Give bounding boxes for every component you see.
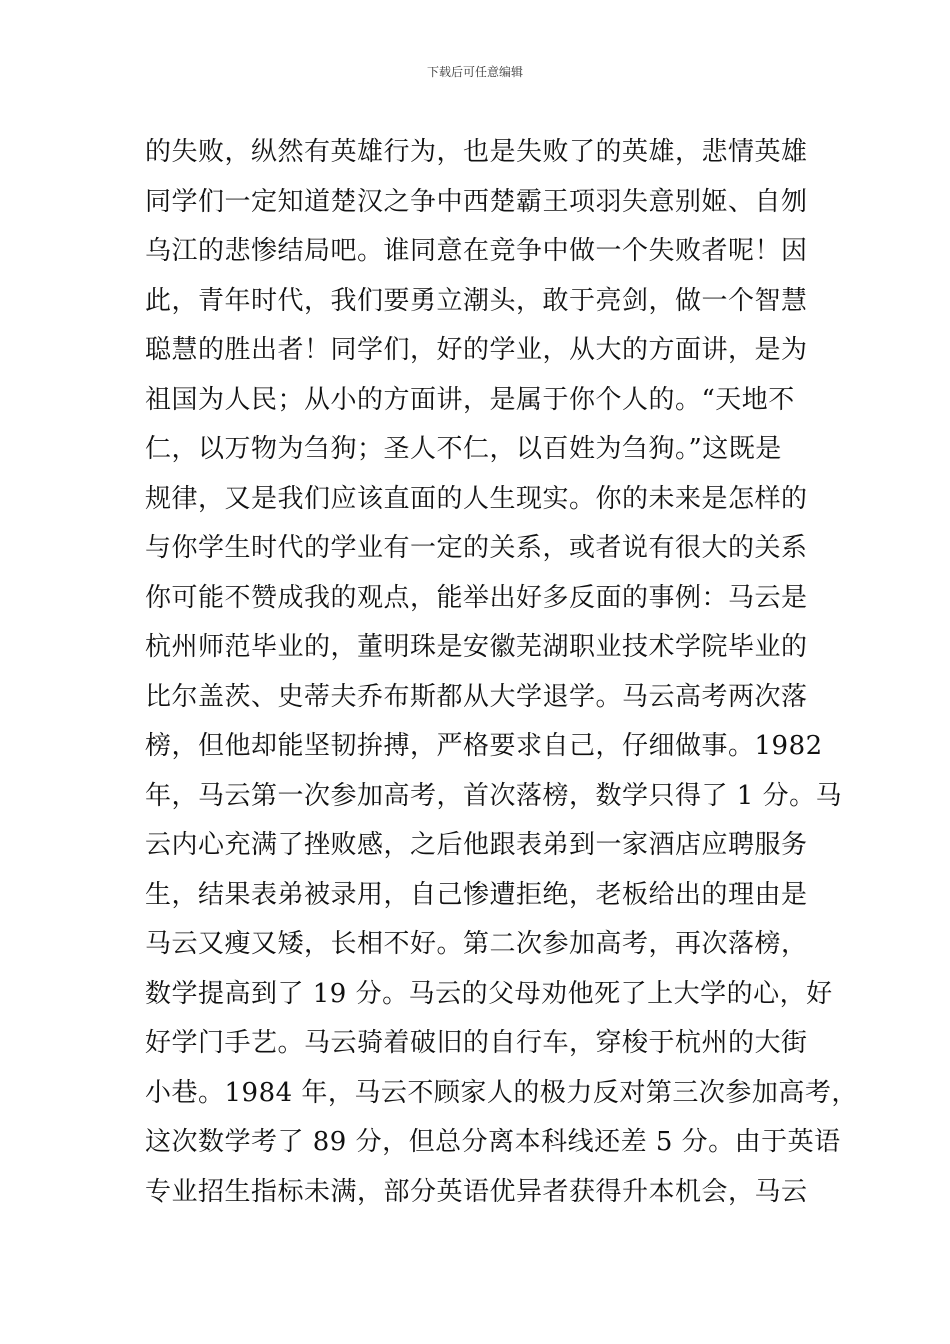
text-line: 仁，以万物为刍狗；圣人不仁，以百姓为刍狗。”这既是 xyxy=(145,434,782,464)
text-line: 榜，但他却能坚韧拚搏，严格要求自己，仔细做事。1982 xyxy=(145,731,823,761)
text-line: 与你学生时代的学业有一定的关系，或者说有很大的关系 xyxy=(145,533,808,563)
text-line: 祖国为人民；从小的方面讲，是属于你个人的。“天地不 xyxy=(145,384,795,415)
text-line: 比尔盖茨、史蒂夫乔布斯都从大学退学。马云高考两次落 xyxy=(145,681,808,712)
text-line: 聪慧的胜出者！同学们，好的学业，从大的方面讲，是为 xyxy=(145,335,808,365)
text-line: 云内心充满了挫败感，之后他跟表弟到一家酒店应聘服务 xyxy=(145,830,808,860)
text-line: 马云又瘦又矮，长相不好。第二次参加高考，再次落榜， xyxy=(145,929,808,959)
text-line: 乌江的悲惨结局吧。谁同意在竞争中做一个失败者呢！因 xyxy=(145,236,808,266)
text-line: 同学们一定知道楚汉之争中西楚霸王项羽失意别姬、自刎 xyxy=(145,186,808,217)
text-line: 好学门手艺。马云骑着破旧的自行车，穿梭于杭州的大街 xyxy=(145,1028,808,1058)
body-text xyxy=(145,128,858,1217)
text-line: 此，青年时代，我们要勇立潮头，敢于亮剑，做一个智慧 xyxy=(145,285,808,316)
text-line: 数学提高到了 19 分。马云的父母劝他死了上大学的心，好 xyxy=(145,978,833,1009)
text-line: 这次数学考了 89 分，但总分离本科线还差 5 分。由于英语 xyxy=(145,1127,841,1157)
text-line: 的失败，纵然有英雄行为，也是失败了的英雄，悲情英雄 xyxy=(145,137,808,167)
text-line: 小巷。1984 年，马云不顾家人的极力反对第三次参加高考， xyxy=(145,1077,858,1108)
text-line: 杭州师范毕业的，董明珠是安徽芜湖职业技术学院毕业的 xyxy=(145,632,808,662)
text-line: 专业招生指标未满，部分英语优异者获得升本机会，马云 xyxy=(145,1176,808,1207)
text-line: 你可能不赞成我的观点，能举出好多反面的事例：马云是 xyxy=(145,582,808,613)
text-line: 年，马云第一次参加高考，首次落榜，数学只得了 1 分。马 xyxy=(145,780,843,811)
text-line: 生，结果表弟被录用，自己惨遭拒绝，老板给出的理由是 xyxy=(145,879,808,910)
page-header: 下载后可任意编辑 xyxy=(426,65,523,79)
text-line: 规律，又是我们应该直面的人生现实。你的未来是怎样的 xyxy=(145,483,808,514)
